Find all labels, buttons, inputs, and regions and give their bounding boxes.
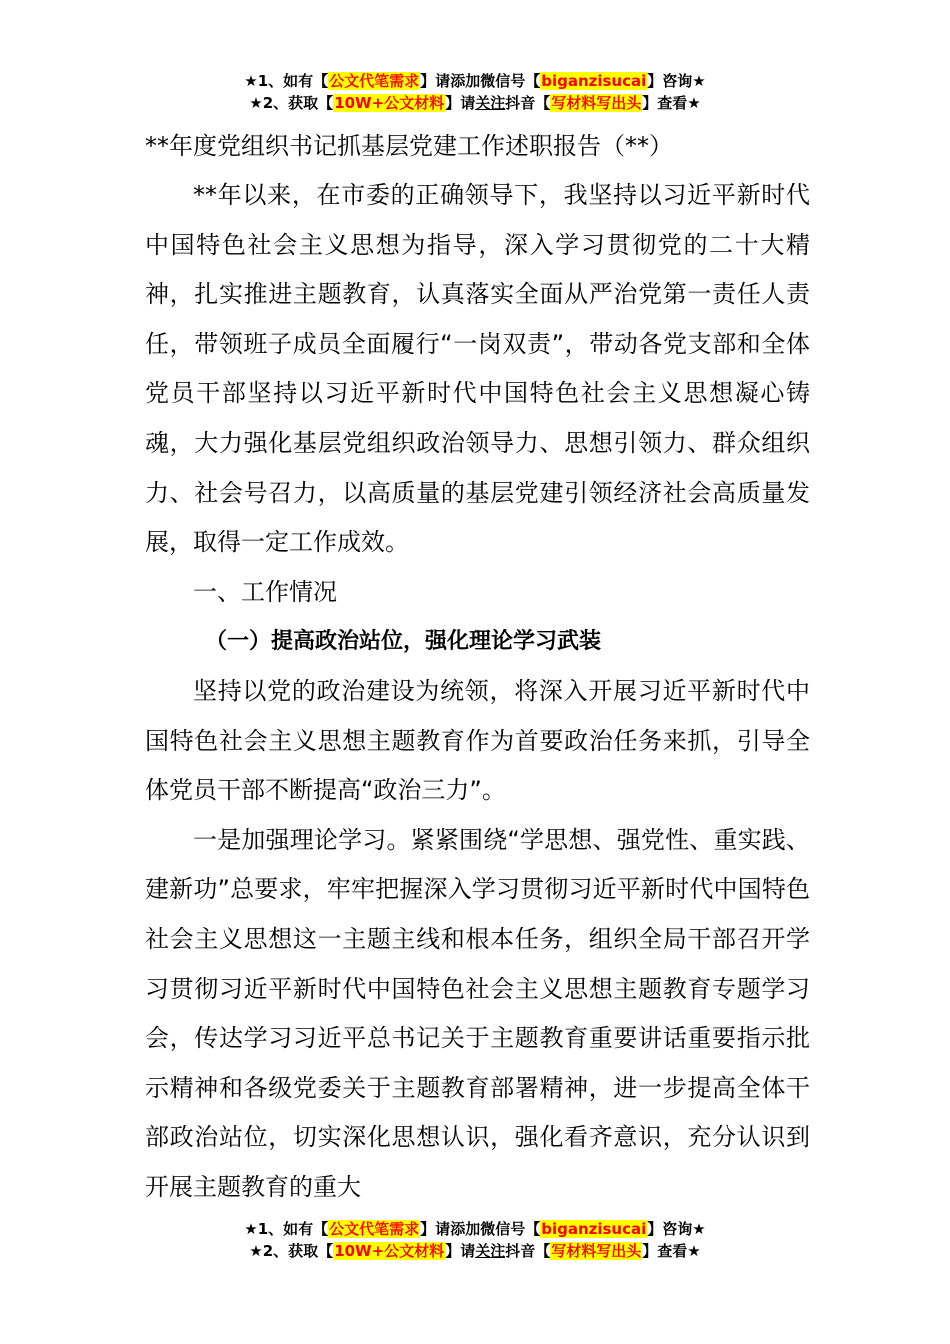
promo-text: 抖音【 [505, 1242, 551, 1260]
promo-text: 关注 [475, 94, 506, 112]
top-promo-banner [0, 70, 950, 114]
promo-text: 关注 [475, 1242, 506, 1260]
section-heading: 一、工作情况 [193, 577, 337, 606]
promo-text: ★2、获取【 [249, 1242, 334, 1260]
promo-line-2 [0, 1240, 950, 1262]
promo-line-2 [0, 92, 950, 114]
promo-highlight: biganzisucai [541, 72, 647, 90]
promo-text: 添加 [450, 72, 481, 90]
promo-highlight: 写材料写出头 [551, 1242, 642, 1260]
intro-paragraph: **年以来，在市委的正确领导下，我坚持以习近平新时代中国特色社会主义思想为指导，深入学习贯彻党的二十大精神，扎实推进主题教育，认真落实全面从严治党第一责任人责任，带领班子成员全面履行“一岗双责”，带动各党支部和全体党员干部坚持以习近平新时代中国特色社会主义思想凝心铸魂，大力强化基层党组织政治领导力、思想引领力、群众组织力、社会号召力，以高质量的基层党建引领经济社会高质量发展，取得一定工作成效。 [145, 181, 810, 557]
promo-text: 】请 [445, 1242, 476, 1260]
promo-text: ★1、如有【 [244, 1220, 329, 1238]
point-paragraph: 一是加强理论学习。紧紧围绕“学思想、强党性、重实践、建新功”总要求，牢牢把握深入学习贯彻习近平新时代中国特色社会主义思想这一主题主线和根本任务，组织全局干部召开学习贯彻习近平新时代中国特色社会主义思想主题教育专题学习会，传达学习习近平总书记关于主题教育重要讲话重要指示批示精神和各级党委关于主题教育部署精神，进一步提高全体干部政治站位，切实深化思想认识，强化看齐意识，充分认识到开展主题教育的重大 [145, 825, 810, 1201]
promo-highlight: 10W+公文材料 [334, 1242, 445, 1260]
promo-text: 微信号【 [480, 1220, 541, 1238]
promo-highlight: 公文代笔需求 [329, 72, 420, 90]
promo-text: 】咨询★ [647, 72, 706, 90]
promo-highlight: 公文代笔需求 [329, 1220, 420, 1238]
promo-text: 】咨询★ [647, 1220, 706, 1238]
promo-text: 微信号【 [480, 72, 541, 90]
subsection-heading: （一）提高政治站位，强化理论学习武装 [205, 629, 602, 655]
promo-text: 添加 [450, 1220, 481, 1238]
promo-line-1 [0, 70, 950, 92]
bottom-promo-banner [0, 1218, 950, 1262]
promo-text: 抖音【 [505, 94, 551, 112]
promo-text: ★1、如有【 [244, 72, 329, 90]
document-title: **年度党组织书记抓基层党建工作述职报告（**） [145, 132, 673, 160]
promo-highlight: biganzisucai [541, 1220, 647, 1238]
promo-text: 】请 [445, 94, 476, 112]
promo-line-1 [0, 1218, 950, 1240]
promo-highlight: 写材料写出头 [551, 94, 642, 112]
promo-text: 】查看★ [642, 94, 701, 112]
document-body [145, 121, 810, 1212]
promo-highlight: 10W+公文材料 [334, 94, 445, 112]
subsection-paragraph: 坚持以党的政治建设为统领，将深入开展习近平新时代中国特色社会主义思想主题教育作为首要政治任务来抓，引导全体党员干部不断提高“政治三力”。 [145, 676, 810, 805]
promo-text: 】查看★ [642, 1242, 701, 1260]
promo-text: 】请 [420, 72, 451, 90]
promo-text: ★2、获取【 [249, 94, 334, 112]
promo-text: 】请 [420, 1220, 451, 1238]
